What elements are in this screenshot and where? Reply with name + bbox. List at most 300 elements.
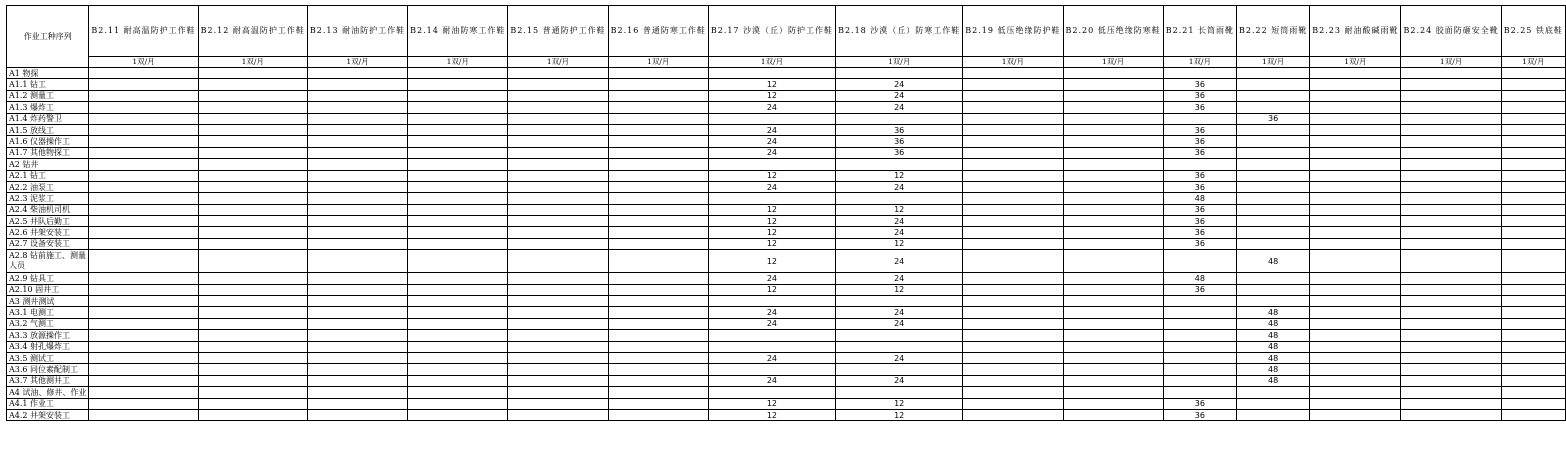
table-cell	[1401, 193, 1501, 204]
table-cell	[198, 330, 307, 341]
table-cell: 48	[1237, 318, 1310, 329]
table-cell	[1063, 352, 1163, 363]
table-row	[7, 204, 1566, 215]
table-cell	[408, 193, 508, 204]
table-cell	[408, 398, 508, 409]
table-cell	[307, 204, 407, 215]
table-cell: 12	[708, 90, 835, 101]
row-label: A3.2 气测工	[7, 318, 89, 329]
table-cell	[1501, 193, 1565, 204]
column-header: B2.24 胶面防砸安全靴	[1401, 6, 1501, 57]
table-cell	[1310, 307, 1401, 318]
table-cell: 36	[1163, 238, 1236, 249]
table-cell	[198, 124, 307, 135]
table-cell	[89, 181, 198, 192]
table-cell	[198, 284, 307, 295]
table-cell	[1163, 387, 1236, 398]
table-cell: 36	[1163, 147, 1236, 158]
table-cell: 36	[1163, 181, 1236, 192]
table-cell	[307, 181, 407, 192]
row-label: A2.8 钻前施工、测量人员	[7, 250, 89, 273]
table-cell	[836, 330, 963, 341]
table-row	[7, 398, 1566, 409]
table-cell: 36	[1163, 102, 1236, 113]
table-cell	[963, 124, 1063, 135]
table-cell	[408, 124, 508, 135]
table-cell	[307, 250, 407, 273]
table-cell	[508, 193, 608, 204]
table-cell	[963, 387, 1063, 398]
table-cell	[1163, 307, 1236, 318]
table-row	[7, 227, 1566, 238]
table-cell	[408, 296, 508, 307]
table-cell	[1063, 273, 1163, 284]
table-cell	[1163, 364, 1236, 375]
unit-cell: 1双/月	[1501, 57, 1565, 68]
table-cell	[89, 90, 198, 101]
row-label: A4.1 作业工	[7, 398, 89, 409]
table-cell	[608, 250, 708, 273]
table-cell	[608, 364, 708, 375]
table-cell	[1063, 409, 1163, 420]
row-label: A2.4 柴油机司机	[7, 204, 89, 215]
table-cell	[608, 124, 708, 135]
table-cell	[89, 79, 198, 90]
table-cell	[608, 409, 708, 420]
table-cell: 36	[1163, 90, 1236, 101]
table-cell	[1063, 159, 1163, 170]
unit-cell: 1双/月	[608, 57, 708, 68]
table-cell: 12	[836, 204, 963, 215]
table-cell	[1401, 136, 1501, 147]
table-cell	[608, 273, 708, 284]
table-cell: 24	[708, 147, 835, 158]
table-cell	[1310, 238, 1401, 249]
table-cell	[608, 296, 708, 307]
column-header: B2.25 铁底鞋	[1501, 6, 1565, 57]
table-cell	[1501, 227, 1565, 238]
table-cell	[508, 330, 608, 341]
table-cell	[1401, 318, 1501, 329]
table-cell	[89, 124, 198, 135]
table-cell	[1063, 375, 1163, 386]
table-cell	[508, 159, 608, 170]
table-cell	[1310, 181, 1401, 192]
table-cell	[1501, 387, 1565, 398]
table-cell	[1237, 238, 1310, 249]
table-cell	[608, 102, 708, 113]
table-row	[7, 68, 1566, 79]
table-cell	[198, 364, 307, 375]
table-cell	[1501, 113, 1565, 124]
table-cell	[89, 68, 198, 79]
table-cell	[1501, 307, 1565, 318]
table-cell	[508, 318, 608, 329]
table-cell	[608, 238, 708, 249]
table-cell	[408, 409, 508, 420]
column-header: B2.19 低压绝缘防护鞋	[963, 6, 1063, 57]
table-cell	[1501, 352, 1565, 363]
table-cell	[836, 387, 963, 398]
table-cell	[408, 136, 508, 147]
table-cell	[408, 170, 508, 181]
table-cell	[89, 193, 198, 204]
table-cell: 36	[1163, 227, 1236, 238]
table-cell	[963, 102, 1063, 113]
row-label: A2.2 油泵工	[7, 181, 89, 192]
table-cell	[307, 68, 407, 79]
table-cell	[508, 273, 608, 284]
table-cell	[1501, 79, 1565, 90]
table-body	[7, 68, 1566, 421]
table-cell	[608, 68, 708, 79]
table-cell	[1063, 181, 1163, 192]
table-cell	[89, 216, 198, 227]
table-cell	[1401, 273, 1501, 284]
table-cell	[963, 216, 1063, 227]
table-cell: 24	[836, 102, 963, 113]
unit-cell: 1双/月	[307, 57, 407, 68]
table-cell	[1163, 159, 1236, 170]
table-row	[7, 409, 1566, 420]
table-cell	[89, 409, 198, 420]
table-cell	[307, 273, 407, 284]
table-row	[7, 79, 1566, 90]
table-cell	[1401, 159, 1501, 170]
table-cell	[408, 307, 508, 318]
table-cell: 12	[836, 284, 963, 295]
table-cell	[1237, 216, 1310, 227]
table-cell	[198, 79, 307, 90]
table-cell	[408, 341, 508, 352]
table-cell	[89, 307, 198, 318]
table-cell	[963, 238, 1063, 249]
table-cell	[963, 307, 1063, 318]
table-cell	[307, 102, 407, 113]
table-row	[7, 147, 1566, 158]
table-row	[7, 284, 1566, 295]
table-cell	[963, 113, 1063, 124]
table-cell	[1163, 296, 1236, 307]
table-cell	[1237, 181, 1310, 192]
table-cell	[307, 113, 407, 124]
table-cell: 36	[1163, 204, 1236, 215]
table-cell	[1063, 147, 1163, 158]
table-cell	[708, 193, 835, 204]
table-cell	[1163, 330, 1236, 341]
table-cell	[1063, 113, 1163, 124]
unit-cell: 1双/月	[1163, 57, 1236, 68]
table-cell	[963, 352, 1063, 363]
table-cell: 24	[836, 216, 963, 227]
table-cell	[1310, 102, 1401, 113]
table-cell: 24	[708, 307, 835, 318]
table-cell	[1310, 170, 1401, 181]
table-cell	[963, 318, 1063, 329]
table-cell	[307, 375, 407, 386]
table-cell	[963, 375, 1063, 386]
table-cell	[408, 159, 508, 170]
table-cell	[836, 159, 963, 170]
table-cell	[963, 296, 1063, 307]
table-cell	[408, 250, 508, 273]
table-cell	[1401, 375, 1501, 386]
table-cell	[89, 330, 198, 341]
table-cell	[1310, 68, 1401, 79]
table-cell	[307, 136, 407, 147]
table-cell: 12	[708, 409, 835, 420]
table-cell	[89, 352, 198, 363]
table-cell	[307, 90, 407, 101]
table-cell	[1401, 341, 1501, 352]
table-row	[7, 330, 1566, 341]
unit-cell: 1双/月	[408, 57, 508, 68]
table-row	[7, 170, 1566, 181]
table-cell	[608, 307, 708, 318]
table-cell	[89, 387, 198, 398]
table-cell	[508, 102, 608, 113]
table-row	[7, 352, 1566, 363]
table-cell	[1501, 136, 1565, 147]
table-cell	[1401, 68, 1501, 79]
table-cell	[1401, 364, 1501, 375]
table-cell	[408, 204, 508, 215]
table-cell	[1063, 170, 1163, 181]
table-cell	[198, 204, 307, 215]
table-cell	[89, 318, 198, 329]
table-cell	[408, 375, 508, 386]
table-cell	[198, 102, 307, 113]
table-cell: 36	[1163, 170, 1236, 181]
table-cell	[408, 238, 508, 249]
table-cell	[89, 341, 198, 352]
table-cell: 24	[708, 375, 835, 386]
table-cell	[307, 147, 407, 158]
table-cell	[608, 398, 708, 409]
unit-cell: 1双/月	[963, 57, 1063, 68]
table-cell	[89, 147, 198, 158]
table-cell	[89, 296, 198, 307]
table-cell	[408, 102, 508, 113]
table-cell	[1237, 136, 1310, 147]
table-row	[7, 318, 1566, 329]
table-cell	[508, 79, 608, 90]
table-cell	[307, 170, 407, 181]
table-cell: 36	[1163, 79, 1236, 90]
table-cell: 36	[836, 147, 963, 158]
table-cell	[1401, 227, 1501, 238]
table-row	[7, 193, 1566, 204]
table-cell	[408, 90, 508, 101]
table-cell	[1401, 250, 1501, 273]
table-cell	[408, 364, 508, 375]
table-cell	[1063, 250, 1163, 273]
table-cell	[408, 273, 508, 284]
table-cell	[1310, 227, 1401, 238]
table-cell	[608, 136, 708, 147]
table-cell	[1501, 238, 1565, 249]
table-cell: 12	[836, 409, 963, 420]
table-cell	[1501, 204, 1565, 215]
table-cell: 36	[1163, 398, 1236, 409]
table-cell: 48	[1237, 341, 1310, 352]
table-cell	[508, 204, 608, 215]
row-label: A4.2 井架安装工	[7, 409, 89, 420]
table-cell	[1163, 318, 1236, 329]
table-cell	[708, 387, 835, 398]
table-cell: 36	[1163, 124, 1236, 135]
table-cell	[508, 341, 608, 352]
table-cell	[1310, 193, 1401, 204]
table-cell	[89, 284, 198, 295]
table-cell	[508, 90, 608, 101]
table-cell: 24	[708, 124, 835, 135]
table-cell	[1237, 284, 1310, 295]
table-cell	[1163, 113, 1236, 124]
table-cell: 24	[836, 307, 963, 318]
table-cell	[408, 318, 508, 329]
table-cell	[608, 318, 708, 329]
table-cell	[608, 170, 708, 181]
table-cell	[1401, 216, 1501, 227]
table-cell	[1401, 409, 1501, 420]
table-cell	[1163, 250, 1236, 273]
table-cell	[1310, 136, 1401, 147]
table-cell: 12	[708, 227, 835, 238]
row-label: A1.3 爆炸工	[7, 102, 89, 113]
table-row	[7, 364, 1566, 375]
table-cell	[1501, 68, 1565, 79]
table-cell	[708, 364, 835, 375]
table-cell	[508, 136, 608, 147]
table-cell	[1237, 90, 1310, 101]
table-cell	[1501, 398, 1565, 409]
row-label: A2.10 固井工	[7, 284, 89, 295]
table-cell	[1310, 79, 1401, 90]
table-cell	[1501, 284, 1565, 295]
row-label: A3.1 电测工	[7, 307, 89, 318]
table-cell	[508, 147, 608, 158]
table-cell: 12	[836, 170, 963, 181]
table-cell	[1310, 113, 1401, 124]
table-cell	[1401, 307, 1501, 318]
table-cell	[89, 204, 198, 215]
table-row	[7, 102, 1566, 113]
table-cell	[1401, 238, 1501, 249]
table-cell	[963, 193, 1063, 204]
table-cell	[963, 170, 1063, 181]
table-cell	[1310, 318, 1401, 329]
table-cell: 12	[708, 284, 835, 295]
table-cell	[1310, 90, 1401, 101]
table-cell	[1063, 364, 1163, 375]
table-cell	[198, 318, 307, 329]
row-label: A3.5 测试工	[7, 352, 89, 363]
table-cell	[1501, 102, 1565, 113]
table-cell: 48	[1237, 250, 1310, 273]
table-cell	[198, 113, 307, 124]
table-cell	[508, 387, 608, 398]
table-cell	[508, 352, 608, 363]
table-cell	[198, 90, 307, 101]
table-cell	[1063, 124, 1163, 135]
table-cell	[1401, 181, 1501, 192]
table-cell	[1237, 204, 1310, 215]
table-cell	[1063, 398, 1163, 409]
table-cell	[89, 273, 198, 284]
row-label: A2.1 钻工	[7, 170, 89, 181]
table-cell	[608, 204, 708, 215]
table-cell	[1063, 79, 1163, 90]
table-cell	[1063, 68, 1163, 79]
table-cell	[508, 284, 608, 295]
table-cell	[198, 250, 307, 273]
table-cell	[1501, 216, 1565, 227]
table-cell	[1063, 387, 1163, 398]
table-cell	[508, 364, 608, 375]
table-cell	[508, 113, 608, 124]
table-cell	[608, 375, 708, 386]
ppe-standard-table	[6, 5, 1566, 421]
table-cell	[963, 409, 1063, 420]
unit-cell: 1双/月	[1401, 57, 1501, 68]
table-cell	[1063, 216, 1163, 227]
table-cell	[1063, 296, 1163, 307]
table-cell	[1237, 68, 1310, 79]
table-cell	[1310, 159, 1401, 170]
unit-cell: 1双/月	[708, 57, 835, 68]
table-cell	[1237, 147, 1310, 158]
row-label: A2.9 钻具工	[7, 273, 89, 284]
table-cell	[1310, 375, 1401, 386]
table-cell	[89, 170, 198, 181]
table-cell	[1401, 102, 1501, 113]
table-row	[7, 341, 1566, 352]
table-cell: 36	[836, 136, 963, 147]
table-cell	[1401, 204, 1501, 215]
table-cell	[198, 193, 307, 204]
table-cell	[1163, 375, 1236, 386]
table-cell	[1310, 409, 1401, 420]
table-cell	[1310, 364, 1401, 375]
row-label: A2 钻井	[7, 159, 89, 170]
row-label: A1.2 测量工	[7, 90, 89, 101]
table-cell	[963, 68, 1063, 79]
table-row	[7, 159, 1566, 170]
table-cell	[508, 181, 608, 192]
table-cell	[708, 296, 835, 307]
table-cell	[508, 307, 608, 318]
table-cell	[408, 181, 508, 192]
table-cell	[963, 250, 1063, 273]
table-cell	[1501, 318, 1565, 329]
unit-cell: 1双/月	[836, 57, 963, 68]
column-header: B2.20 低压绝缘防寒鞋	[1063, 6, 1163, 57]
unit-cell: 1双/月	[1237, 57, 1310, 68]
table-row	[7, 250, 1566, 273]
table-cell: 36	[1163, 284, 1236, 295]
unit-cell: 1双/月	[1310, 57, 1401, 68]
table-cell	[408, 79, 508, 90]
header-row	[7, 6, 1566, 57]
table-cell	[307, 364, 407, 375]
table-row	[7, 181, 1566, 192]
table-cell	[508, 398, 608, 409]
table-cell	[1310, 352, 1401, 363]
table-cell	[198, 238, 307, 249]
table-cell	[608, 284, 708, 295]
table-cell: 24	[836, 375, 963, 386]
